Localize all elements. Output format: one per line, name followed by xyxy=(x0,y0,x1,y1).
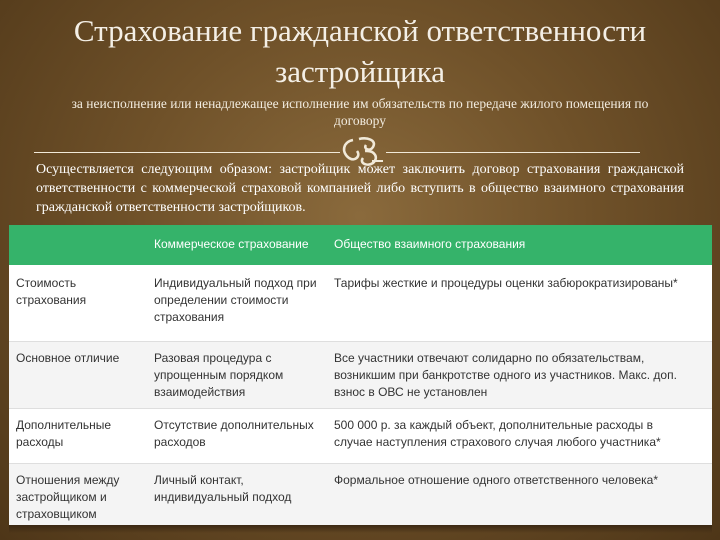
commercial-cell: Разовая процедура с упрощенным порядком взаимодействия xyxy=(154,351,284,399)
slide-title: Страхование гражданской ответственности застройщика xyxy=(73,13,647,89)
row-label: Дополнительные расходы xyxy=(16,418,111,449)
row-label: Стоимость страхования xyxy=(16,276,87,307)
mutual-cell: Тарифы жесткие и процедуры оценки забюрократизированы* xyxy=(334,276,678,290)
slide-body-text: Осуществляется следующим образом: застройщик может заключить договор страхования гражданской ответственности с коммерческой страховой компанией либо вступить в общество взаимного страхования гражданской ответственности застройщиков. xyxy=(36,162,684,215)
divider-right xyxy=(386,152,640,153)
slide-subtitle: за неисполнение или ненадлежащее исполнение им обязательств по передаче жилого помещения по договору xyxy=(71,96,649,128)
header-mutual: Общество взаимного страхования xyxy=(334,237,526,251)
commercial-cell: Личный контакт, индивидуальный подход xyxy=(154,473,292,504)
table-row xyxy=(9,464,712,525)
table-shadow xyxy=(9,525,712,533)
row-label: Основное отличие xyxy=(16,351,120,365)
divider-left xyxy=(34,152,340,153)
row-label: Отношения между застройщиком и страховщиком xyxy=(16,473,120,521)
table-header xyxy=(9,225,712,265)
header-commercial: Коммерческое страхование xyxy=(154,237,309,251)
comparison-table xyxy=(9,225,712,525)
commercial-cell: Индивидуальный подход при определении стоимости страхования xyxy=(154,276,317,324)
table-row xyxy=(9,265,712,342)
mutual-cell: Все участники отвечают солидарно по обязательствам, возникшим при банкротстве одного из участников. Макс. доп. взнос в ОВС не установлен xyxy=(334,351,677,399)
mutual-cell: Формальное отношение одного ответственного человека* xyxy=(334,473,658,487)
mutual-cell: 500 000 р. за каждый объект, дополнительные расходы в случае наступления страхового случая любого участника* xyxy=(334,418,661,449)
table-row xyxy=(9,409,712,464)
table-row xyxy=(9,342,712,409)
commercial-cell: Отсутствие дополнительных расходов xyxy=(154,418,314,449)
